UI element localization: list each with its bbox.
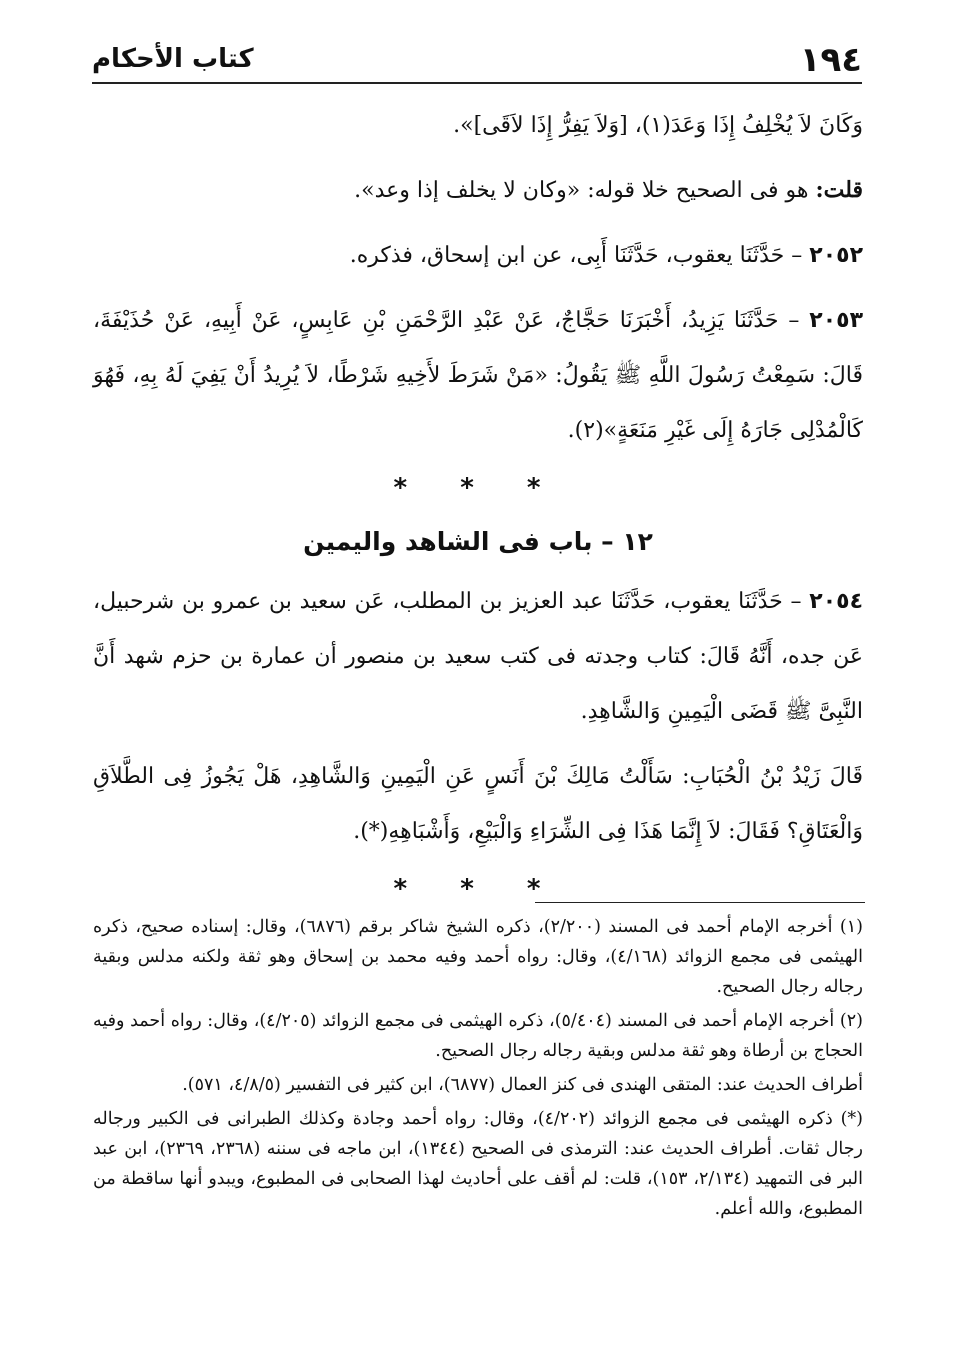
running-title: كتاب الأحكام <box>92 44 254 74</box>
paragraph-note <box>93 163 863 218</box>
hadith-2052 <box>93 228 863 283</box>
page-header <box>92 36 862 84</box>
hadith-number: ٢٠٥٢ <box>809 243 863 268</box>
hadith-2054 <box>93 574 863 739</box>
note-text: هو فى الصحيح خلا قوله: «وكان لا يخلف إذا وعد». <box>354 178 809 203</box>
hadith-text: – حَدَّثَنَا يعقوب، حَدَّثَنَا عبد العزيز بن المطلب، عَن سعيد بن عمرو بن شرحبيل، عَن جده، أَنَّهُ قَالَ: كتاب وجدته فى كتب سعيد بن منصور أن عمارة بن حزم شهد أَنَّ النَّبِىَّ ﷺ قَضَى الْيَمِينِ وَالشَّاهِدِ. <box>93 589 863 724</box>
footnote-2: (٢) أخرجه الإمام أحمد فى المسند (٥/٤٠٤)، ذكره الهيثمى فى مجمع الزوائد (٤/٢٠٥)، وقال: رواه أحمد وفيه الحجاج بن أرطاة وهو ثقة مدلس وبقية رجاله رجال الصحيح. <box>93 1011 863 1061</box>
hadith-2053 <box>93 293 863 458</box>
paragraph-narration: قَالَ زَيْدُ بْنُ الْحُبَابِ: سَأَلْتُ مَالِكَ بْنَ أَنَسٍ عَنِ الْيَمِينِ وَالشَّاهِدِ، هَلْ يَجُوزُ فِى الطَّلاَقِ وَالْعَتَاقِ؟ فَقَالَ: لاَ إِنَّمَا هَذَا فِى الشِّرَاءِ وَالْبَيْعِ، وَأَشْبَاهِهِ(*). <box>93 764 863 844</box>
page-number: ١٩٤ <box>799 40 862 80</box>
footnote-2-continued: أطراف الحديث عند: المتقى الهندى فى كنز العمال (٦٨٧٧)، ابن كثير فى التفسير (٤/٨/٥، ٥٧١). <box>182 1075 863 1095</box>
hadith-number: ٢٠٥٤ <box>809 589 863 614</box>
hadith-text: – حَدَّثَنَا يَزِيدُ، أَخْبَرَنَا حَجَّاجٌ، عَنْ عَبْدِ الرَّحْمَنِ بْنِ عَابِسٍ، عَنْ أَبِيهِ، عَنْ حُذَيْفَةَ، قَالَ: سَمِعْتُ رَسُولَ اللَّهِ ﷺ يَقُولُ: «مَنْ شَرَطَ لأَخِيهِ شَرْطًا، لاَ يُرِيدُ أَنْ يَفِيَ لَهُ بِهِ، فَهُوَ كَالْمُدْلِى جَارَهُ إِلَى غَيْرِ مَنَعَةٍ»(٢). <box>93 308 863 443</box>
footnote-star: (*) ذكره الهيثمى فى مجمع الزوائد (٤/٢٠٢)، وقال: رواه أحمد وجادة وكذلك الطبرانى فى الكبير ورجاله رجال ثقات. أطراف الحديث عند: الترمذى فى الصحيح (١٣٤٤)، ابن ماجه فى سننه (٢٣٦٨، ٢٣٦٩)، ابن عبد البر فى التمهيد (٢/١٣٤، ١٥٣)، قلت: لم أقف على أحاديث لهذا الصحابى فى المطبوع، ويبدو أنها ساقطة من المطبوع، والله أعلم. <box>93 1109 863 1219</box>
paragraph-continuation: وَكَانَ لاَ يُخْلِفُ إِذَا وَعَدَ(١)، [وَلاَ يَفِرُّ إِذَا لاَقَى]». <box>453 113 863 138</box>
note-lead: قلت: <box>815 177 863 203</box>
hadith-number: ٢٠٥٣ <box>809 308 864 333</box>
hadith-text: – حَدَّثَنَا يعقوب، حَدَّثَنَا أَبِى، عن ابن إسحاق، فذكره. <box>349 243 803 268</box>
footnotes <box>93 912 863 1228</box>
footnote-1: (١) أخرجه الإمام أحمد فى المسند (٢/٢٠٠)، ذكره الشيخ شاكر برقم (٦٨٧٦)، وقال: إسناده صحيح، ذكره الهيثمى فى مجمع الزوائد (٤/١٦٨)، وقال: رواه أحمد وفيه محمد بن إسحاق وهو ثقة ولكنه مدلس وبقية رجاله رجال الصحيح. <box>93 917 863 997</box>
section-separator: * * * <box>393 473 563 503</box>
main-text <box>93 98 863 919</box>
section-separator: * * * <box>393 874 563 904</box>
footnote-divider <box>535 902 865 903</box>
chapter-heading: ١٢ – باب فى الشاهد واليمين <box>303 527 653 556</box>
